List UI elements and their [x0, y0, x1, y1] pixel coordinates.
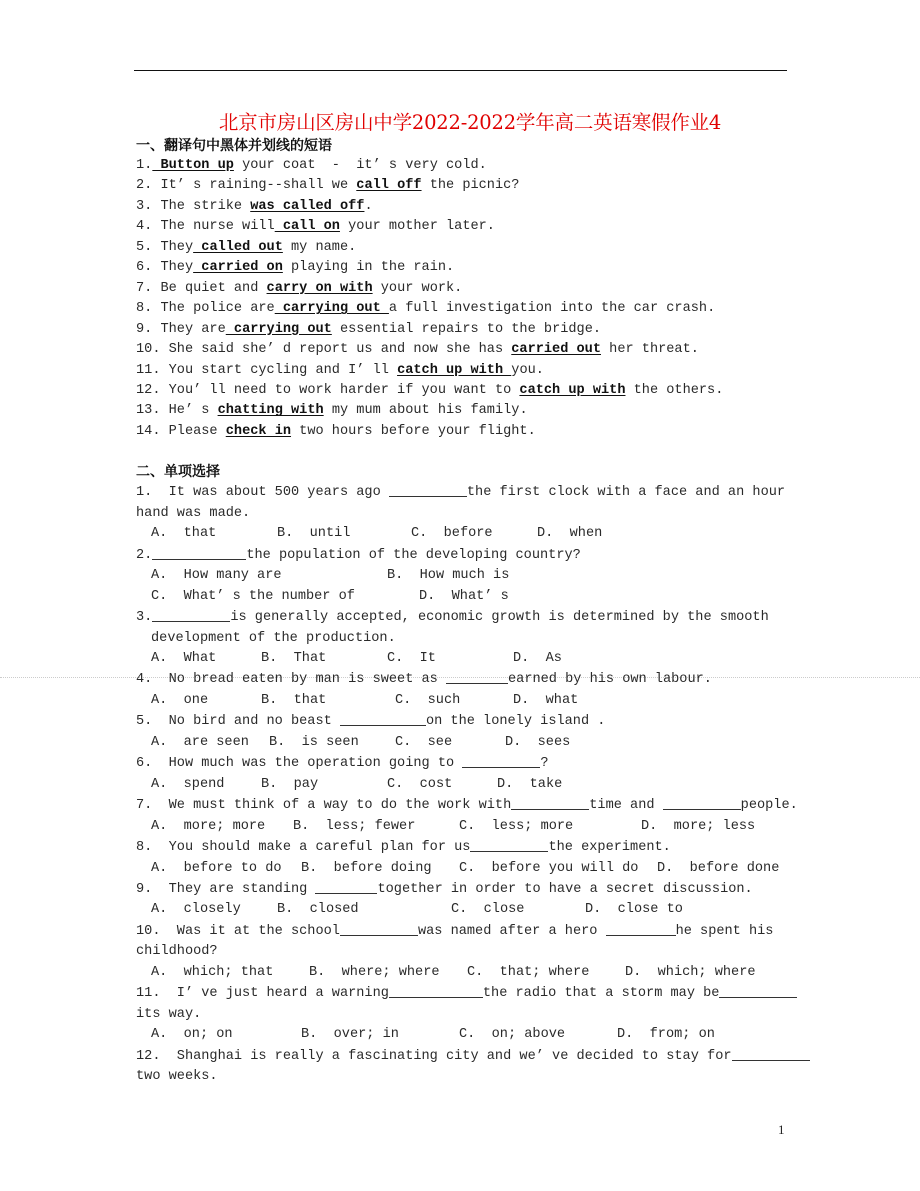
- sentence-text: my mum about his family.: [323, 403, 528, 419]
- phrase-item: [136, 238, 786, 258]
- header-rule: [134, 70, 787, 71]
- question-5: 5. No bird and no beast on the lonely island .: [136, 711, 786, 732]
- question-8: 8. You should make a careful plan for us the experiment.: [136, 837, 786, 858]
- phrase-item: [136, 422, 786, 442]
- answer-blank-1[interactable]: [389, 983, 483, 998]
- sentence-text: It’ s raining--shall we: [152, 178, 357, 194]
- question-1: 1. It was about 500 years ago the first clock with a face and an hour: [136, 482, 786, 503]
- option-c[interactable]: C. such: [395, 692, 461, 708]
- sentence-text: Please: [160, 423, 226, 439]
- sentence-text: Be quiet and: [152, 280, 267, 296]
- underlined-phrase: catch up with: [519, 382, 626, 398]
- option-c[interactable]: C. see: [395, 734, 453, 750]
- question-4: 4. No bread eaten by man is sweet as earned by his own labour.: [136, 669, 786, 690]
- question-7: 7. We must think of a way to do the work with time and people.: [136, 795, 786, 816]
- option-d[interactable]: D. when: [537, 526, 603, 542]
- question-5-options: [136, 733, 786, 753]
- option-b[interactable]: B. until: [277, 526, 351, 542]
- sentence-text: your mother later.: [339, 219, 495, 235]
- underlined-phrase: carry on with: [266, 280, 373, 296]
- multiple-choice-list: [136, 482, 798, 1087]
- phrase-item: [136, 197, 786, 217]
- option-b[interactable]: B. less; fewer: [293, 818, 416, 834]
- option-c[interactable]: C. It: [387, 650, 436, 666]
- answer-blank[interactable]: [152, 545, 246, 560]
- answer-blank[interactable]: [470, 837, 548, 852]
- phrase-item: [136, 279, 786, 299]
- option-c[interactable]: C. close: [451, 902, 525, 918]
- question-12: 12. Shanghai is really a fascinating city and we’ ve decided to stay for: [136, 1046, 786, 1067]
- option-b[interactable]: B. that: [261, 692, 327, 708]
- phrase-item: [136, 176, 786, 196]
- question-9: 9. They are standing together in order to have a secret discussion.: [136, 879, 786, 900]
- answer-blank[interactable]: [446, 669, 508, 684]
- sentence-text: your work.: [372, 280, 463, 296]
- item-number: 10.: [136, 342, 161, 358]
- question-10-options: [136, 963, 786, 983]
- underlined-phrase: was called off: [250, 198, 365, 214]
- answer-blank[interactable]: [389, 482, 467, 497]
- option-a[interactable]: A. on; on: [151, 1027, 233, 1043]
- sentence-text: The nurse will: [152, 219, 275, 235]
- item-number: 8.: [136, 301, 153, 317]
- page-number: 1: [778, 1122, 785, 1137]
- option-b[interactable]: B. That: [261, 650, 327, 666]
- sentence-text: the others.: [625, 382, 724, 398]
- phrase-item: [136, 381, 786, 401]
- answer-blank-2[interactable]: [719, 983, 797, 998]
- sentence-text: your coat - it’ s very cold.: [233, 158, 487, 173]
- phrase-translation-list: [136, 156, 786, 442]
- underlined-phrase: chatting with: [217, 403, 324, 419]
- question-6: 6. How much was the operation going to ?: [136, 753, 786, 774]
- sentence-text: .: [364, 198, 373, 214]
- question-11-continued: its way.: [136, 1006, 202, 1022]
- question-12-continued: two weeks.: [136, 1069, 218, 1085]
- item-number: 4.: [136, 219, 153, 235]
- option-d[interactable]: D. take: [497, 776, 563, 792]
- underlined-phrase: catch up with: [397, 362, 512, 378]
- item-number: 7.: [136, 280, 153, 296]
- question-2-options-row-2: [136, 587, 786, 607]
- page-title: 北京市房山区房山中学2022-2022学年高二英语寒假作业4: [218, 111, 722, 134]
- sentence-text: You start cycling and I’ ll: [160, 362, 398, 378]
- option-b[interactable]: B. closed: [277, 902, 359, 918]
- option-a[interactable]: A. are seen: [151, 734, 249, 750]
- answer-blank-1[interactable]: [511, 795, 589, 810]
- question-2: 2. the population of the developing country?: [136, 545, 786, 566]
- sentence-text: They: [152, 239, 194, 255]
- option-d[interactable]: D. What’ s: [419, 588, 509, 604]
- question-10-continued: childhood?: [136, 944, 218, 960]
- option-c[interactable]: C. before: [411, 526, 493, 542]
- question-10: 10. Was it at the school was named after a hero he spent his: [136, 921, 786, 942]
- phrase-item: [136, 258, 786, 278]
- underlined-phrase: carried on: [193, 260, 283, 276]
- option-a[interactable]: A. which; that: [151, 964, 274, 980]
- option-a[interactable]: A. How many are: [151, 568, 282, 584]
- underlined-phrase: carrying out: [225, 321, 332, 337]
- question-3-continued: development of the production.: [151, 630, 396, 646]
- item-number: 11.: [136, 362, 161, 378]
- phrase-item: [136, 156, 786, 176]
- option-c[interactable]: C. cost: [387, 776, 453, 792]
- sentence-text: a full investigation into the car crash.: [388, 301, 716, 317]
- phrase-item: [136, 320, 786, 340]
- sentence-text: playing in the rain.: [282, 260, 455, 276]
- option-a[interactable]: A. spend: [151, 776, 225, 792]
- underlined-phrase: carrying out: [274, 301, 389, 317]
- sentence-text: The strike: [152, 198, 251, 214]
- question-2-options-row-1: [136, 566, 786, 586]
- underlined-phrase: carried out: [511, 342, 601, 358]
- option-b[interactable]: B. pay: [261, 776, 319, 792]
- option-c[interactable]: C. on; above: [459, 1027, 566, 1043]
- phrase-item: [136, 217, 786, 237]
- sentence-text: He’ s: [160, 403, 218, 419]
- option-b[interactable]: B. where; where: [309, 964, 440, 980]
- answer-blank[interactable]: [315, 879, 377, 894]
- question-3-options: [136, 649, 786, 669]
- option-d[interactable]: D. close to: [585, 902, 683, 918]
- sentence-text: The police are: [152, 301, 275, 317]
- item-number: 12.: [136, 382, 161, 398]
- sentence-text: my name.: [282, 239, 357, 255]
- option-d[interactable]: D. from; on: [617, 1027, 715, 1043]
- sentence-text: essential repairs to the bridge.: [331, 321, 602, 337]
- underlined-phrase: check in: [225, 423, 292, 439]
- sentence-text: You’ ll need to work harder if you want to: [160, 382, 520, 398]
- phrase-item: [136, 340, 786, 360]
- option-a[interactable]: A. closely: [151, 902, 241, 918]
- option-b[interactable]: B. How much is: [387, 568, 510, 584]
- option-c[interactable]: C. before you will do: [459, 860, 639, 876]
- item-number: 13.: [136, 403, 161, 419]
- sentence-text: two hours before your flight.: [291, 423, 536, 439]
- underlined-phrase: called out: [193, 239, 283, 255]
- section-2-heading: 二、单项选择: [136, 464, 220, 481]
- question-7-options: [136, 817, 786, 837]
- document-page: [136, 110, 798, 1087]
- option-c[interactable]: C. that; where: [467, 964, 590, 980]
- item-number: 2.: [136, 178, 153, 194]
- option-a[interactable]: A. one: [151, 692, 209, 708]
- question-1-continued: hand was made.: [136, 505, 251, 521]
- question-1-options: [136, 524, 786, 544]
- answer-blank[interactable]: [462, 753, 540, 768]
- sentence-text: They: [152, 260, 194, 276]
- answer-blank-2[interactable]: [606, 921, 676, 936]
- question-4-options: [136, 691, 786, 711]
- answer-blank[interactable]: [340, 711, 426, 726]
- question-11: 11. I’ ve just heard a warning the radio that a storm may be: [136, 983, 786, 1004]
- option-d[interactable]: D. more; less: [641, 818, 756, 834]
- item-number: 6.: [136, 260, 153, 276]
- option-b[interactable]: B. before doing: [301, 860, 432, 876]
- sentence-text: They are: [152, 321, 226, 337]
- underlined-phrase: Button up: [152, 158, 234, 173]
- option-c[interactable]: C. What’ s the number of: [151, 588, 355, 604]
- section-1-heading: 一、翻译句中黑体并划线的短语: [136, 138, 332, 154]
- option-d[interactable]: D. before done: [657, 860, 780, 876]
- option-d[interactable]: D. which; where: [625, 964, 756, 980]
- underlined-phrase: call off: [356, 178, 422, 194]
- question-11-options: [136, 1025, 786, 1045]
- sentence-text: the picnic?: [421, 178, 520, 194]
- question-3: 3. is generally accepted, economic growth is determined by the smooth: [136, 607, 786, 628]
- option-d[interactable]: D. sees: [505, 734, 571, 750]
- item-number: 5.: [136, 239, 153, 255]
- item-number: 3.: [136, 198, 153, 214]
- option-d[interactable]: D. what: [513, 692, 579, 708]
- answer-blank[interactable]: [732, 1046, 810, 1061]
- phrase-item: [136, 361, 786, 381]
- sentence-text: She said she’ d report us and now she has: [160, 342, 512, 358]
- item-number: 9.: [136, 321, 153, 337]
- option-d[interactable]: D. As: [513, 650, 562, 666]
- option-c[interactable]: C. less; more: [459, 818, 574, 834]
- option-b[interactable]: B. is seen: [269, 734, 359, 750]
- phrase-item: [136, 401, 786, 421]
- option-a[interactable]: A. that: [151, 526, 217, 542]
- option-a[interactable]: A. more; more: [151, 818, 266, 834]
- answer-blank-2[interactable]: [663, 795, 741, 810]
- question-6-options: [136, 775, 786, 795]
- underlined-phrase: call on: [274, 219, 340, 235]
- item-number: 14.: [136, 423, 161, 439]
- answer-blank-1[interactable]: [340, 921, 418, 936]
- option-b[interactable]: B. over; in: [301, 1027, 399, 1043]
- option-a[interactable]: A. What: [151, 650, 217, 666]
- question-9-options: [136, 900, 786, 920]
- option-a[interactable]: A. before to do: [151, 860, 282, 876]
- question-8-options: [136, 859, 786, 879]
- item-number: 1.: [136, 158, 153, 173]
- phrase-item: [136, 299, 786, 319]
- sentence-text: you.: [511, 362, 544, 378]
- answer-blank[interactable]: [152, 607, 230, 622]
- sentence-text: her threat.: [601, 342, 699, 358]
